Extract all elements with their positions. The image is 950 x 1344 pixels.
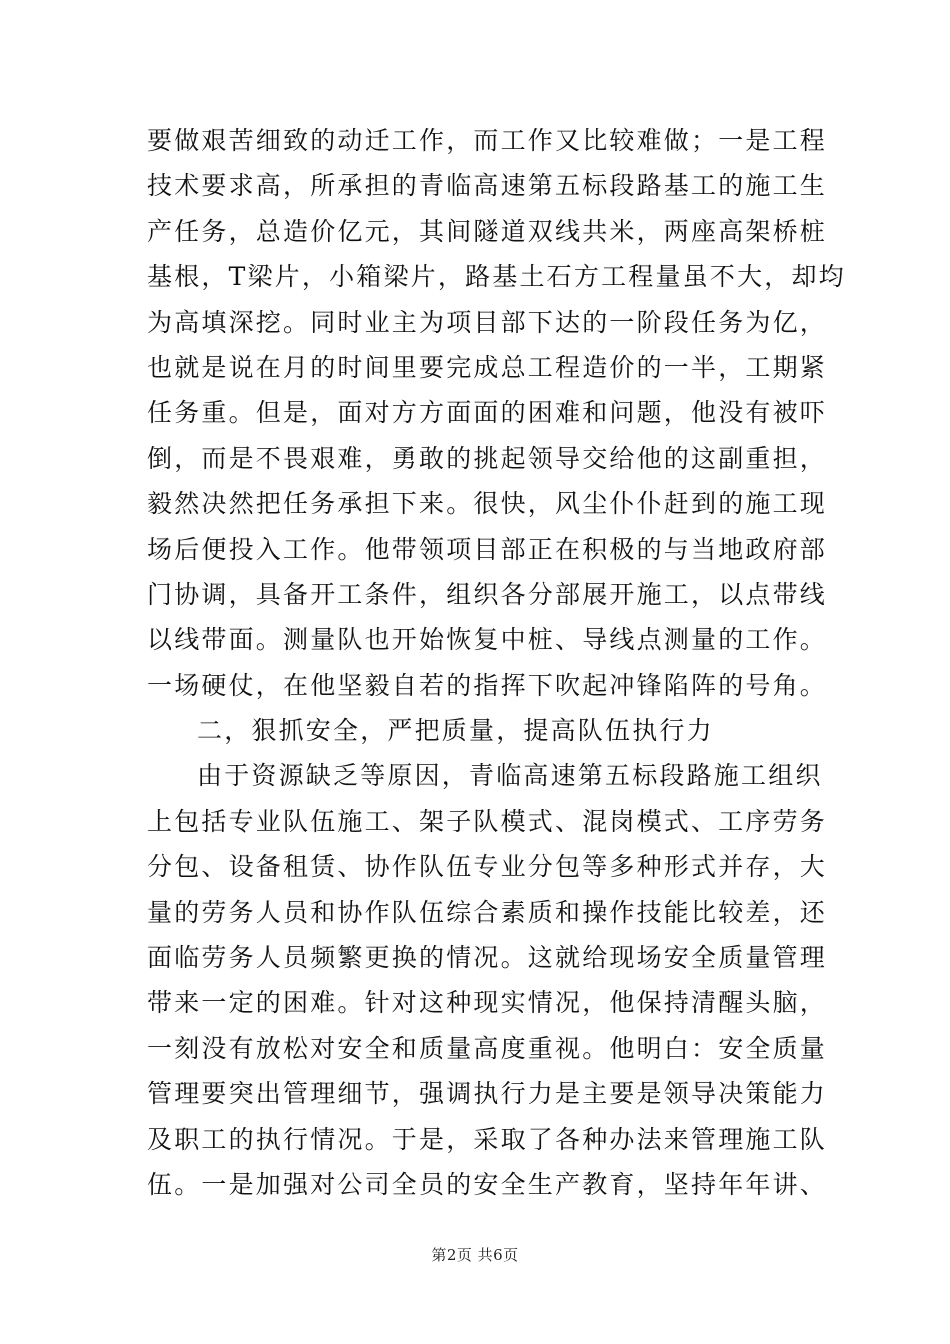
section-heading: 二，狠抓安全，严把质量，提高队伍执行力 — [197, 716, 714, 746]
text-line: 面临劳务人员频繁更换的情况。这就给现场安全质量管理 — [147, 943, 828, 973]
text-line: 技术要求高，所承担的青临高速第五标段路基工的施工生 — [147, 171, 828, 201]
text-line: 门协调，具备开工条件，组织各分部展开施工，以点带线 — [147, 579, 828, 609]
text-line: 一场硬仗，在他坚毅自若的指挥下吹起冲锋陷阵的号角。 — [147, 670, 828, 700]
text-line: 也就是说在月的时间里要完成总工程造价的一半，工期紧 — [147, 352, 828, 382]
text-line: 分包、设备租赁、协作队伍专业分包等多种形式并存，大 — [147, 852, 828, 882]
text-line: 产任务，总造价亿元，其间隧道双线共米，两座高架桥桩 — [147, 216, 828, 246]
text-line: 上包括专业队伍施工、架子队模式、混岗模式、工序劳务 — [147, 806, 828, 836]
text-line: 要做艰苦细致的动迁工作，而工作又比较难做；一是工程 — [147, 126, 828, 155]
text-line: 毅然决然把任务承担下来。很快，风尘仆仆赶到的施工现 — [147, 489, 828, 519]
text-line: 基根，T梁片，小箱梁片，路基土石方工程量虽不大，却均 — [147, 262, 846, 292]
text-line: 为高填深挖。同时业主为项目部下达的一阶段任务为亿， — [147, 307, 828, 337]
text-line: 伍。一是加强对公司全员的安全生产教育，坚持年年讲、 — [147, 1169, 828, 1199]
text-line: 由于资源缺乏等原因，青临高速第五标段路施工组织 — [197, 761, 823, 791]
page-footer: 第2页 共6页 — [431, 1246, 519, 1264]
text-line: 量的劳务人员和协作队伍综合素质和操作技能比较差，还 — [147, 897, 828, 927]
text-line: 一刻没有放松对安全和质量高度重视。他明白：安全质量 — [147, 1033, 828, 1063]
text-line: 任务重。但是，面对方方面面的困难和问题，他没有被吓 — [147, 398, 828, 428]
text-line: 倒，而是不畏艰难，勇敢的挑起领导交给他的这副重担， — [147, 443, 828, 473]
text-line: 管理要突出管理细节，强调执行力是主要是领导决策能力 — [147, 1079, 828, 1109]
body-text — [147, 118, 846, 1207]
text-line: 带来一定的困难。针对这种现实情况，他保持清醒头脑， — [147, 988, 828, 1018]
text-line: 及职工的执行情况。于是，采取了各种办法来管理施工队 — [147, 1124, 828, 1154]
text-line: 场后便投入工作。他带领项目部正在积极的与当地政府部 — [147, 534, 828, 564]
text-line: 以线带面。测量队也开始恢复中桩、导线点测量的工作。 — [147, 625, 828, 655]
